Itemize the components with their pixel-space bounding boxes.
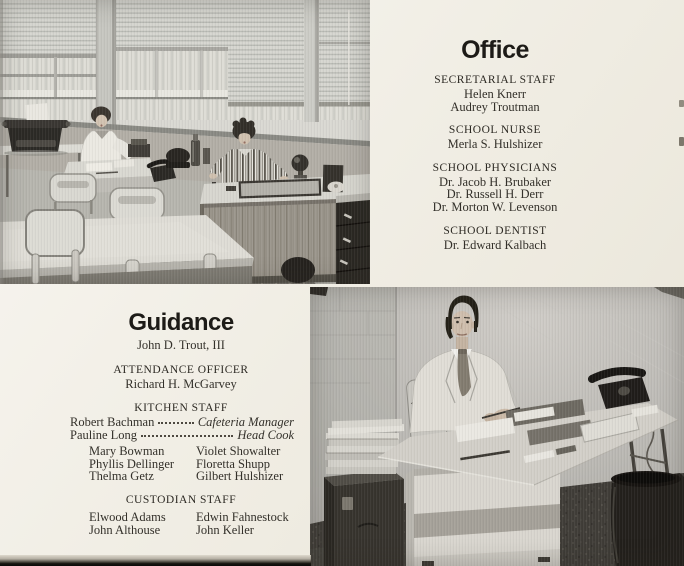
adding-machine bbox=[128, 139, 150, 157]
guidance-title: Guidance bbox=[128, 309, 234, 336]
staff-name: Dr. Russell H. Derr bbox=[446, 187, 544, 202]
staff-name: Robert Bachman bbox=[70, 415, 155, 430]
staff-name: Dr. Jacob H. Brubaker bbox=[438, 174, 552, 189]
staff-name: Gilbert Hulshizer bbox=[196, 468, 284, 483]
staff-group-secretarial bbox=[390, 74, 600, 113]
telephone-round bbox=[166, 148, 190, 168]
wastebasket bbox=[611, 471, 684, 566]
group-heading: KITCHEN STAFF bbox=[134, 402, 228, 415]
staff-name: Helen Knerr bbox=[463, 87, 527, 101]
group-heading: SCHOOL NURSE bbox=[448, 124, 542, 137]
kitchen-group bbox=[56, 402, 306, 482]
dotted-leader bbox=[158, 422, 193, 424]
attendance-group bbox=[56, 364, 306, 391]
staff-group-nurse bbox=[390, 124, 600, 151]
staff-name: Violet Showalter bbox=[196, 444, 281, 459]
staff-name: Thelma Getz bbox=[89, 468, 154, 483]
custodian-staff-right-column bbox=[196, 511, 289, 536]
group-heading: SECRETARIAL STAFF bbox=[434, 74, 556, 86]
desk-frame bbox=[323, 165, 345, 193]
kitchen-staff-left-column bbox=[89, 445, 196, 482]
staff-name: Richard H. McGarvey bbox=[125, 376, 237, 391]
custodian-group bbox=[56, 494, 306, 536]
staff-role: Cafeteria Manager bbox=[197, 415, 294, 430]
office-title: Office bbox=[461, 36, 529, 64]
wastebasket bbox=[281, 257, 315, 283]
staff-name: Dr. Edward Kalbach bbox=[443, 237, 547, 252]
staff-group-physicians bbox=[390, 162, 600, 214]
guidance-director: John D. Trout, III bbox=[137, 338, 225, 352]
office-photo-scene bbox=[0, 0, 370, 284]
kitchen-leaders bbox=[56, 416, 306, 441]
staff-name: Merla S. Hulshizer bbox=[447, 137, 543, 152]
staff-name: Floretta Shupp bbox=[196, 456, 270, 471]
office-photo bbox=[0, 0, 370, 284]
paper-stack-and-box bbox=[324, 419, 404, 566]
staff-name: Mary Bowman bbox=[89, 444, 165, 459]
staff-name: Phyllis Dellinger bbox=[89, 456, 175, 471]
guidance-photo bbox=[310, 287, 684, 566]
scan-speck bbox=[679, 100, 684, 107]
custodian-staff-columns bbox=[89, 511, 306, 536]
custodian-staff-left-column bbox=[89, 511, 196, 536]
kitchen-staff-right-column bbox=[196, 445, 283, 482]
guidance-section bbox=[56, 311, 306, 536]
kitchen-leader-row bbox=[70, 429, 294, 442]
staff-role: Head Cook bbox=[237, 427, 294, 442]
group-heading: SCHOOL PHYSICIANS bbox=[432, 161, 558, 174]
staff-name: Audrey Troutman bbox=[450, 99, 540, 114]
scan-speck bbox=[679, 137, 684, 146]
office-section bbox=[390, 38, 600, 251]
guidance-photo-scene bbox=[310, 287, 684, 566]
staff-name: John Althouse bbox=[89, 522, 161, 537]
group-heading: SCHOOL DENTIST bbox=[443, 224, 547, 237]
staff-name: Elwood Adams bbox=[89, 510, 166, 525]
scan-edge bbox=[0, 0, 3, 284]
staff-name: John Keller bbox=[196, 522, 254, 537]
kitchen-staff-columns bbox=[89, 445, 306, 482]
kitchen-leader-row bbox=[70, 416, 294, 429]
staff-group-dentist bbox=[390, 225, 600, 252]
staff-name: Pauline Long bbox=[70, 427, 138, 442]
group-heading: CUSTODIAN STAFF bbox=[125, 494, 237, 507]
group-heading: ATTENDANCE OFFICER bbox=[113, 363, 249, 376]
page-edge-shadow bbox=[0, 555, 311, 566]
staff-name: Dr. Morton W. Levenson bbox=[432, 199, 558, 214]
staff-name: Edwin Fahnestock bbox=[196, 510, 289, 525]
drawer-pedestal bbox=[336, 193, 370, 284]
dotted-leader bbox=[141, 435, 233, 437]
